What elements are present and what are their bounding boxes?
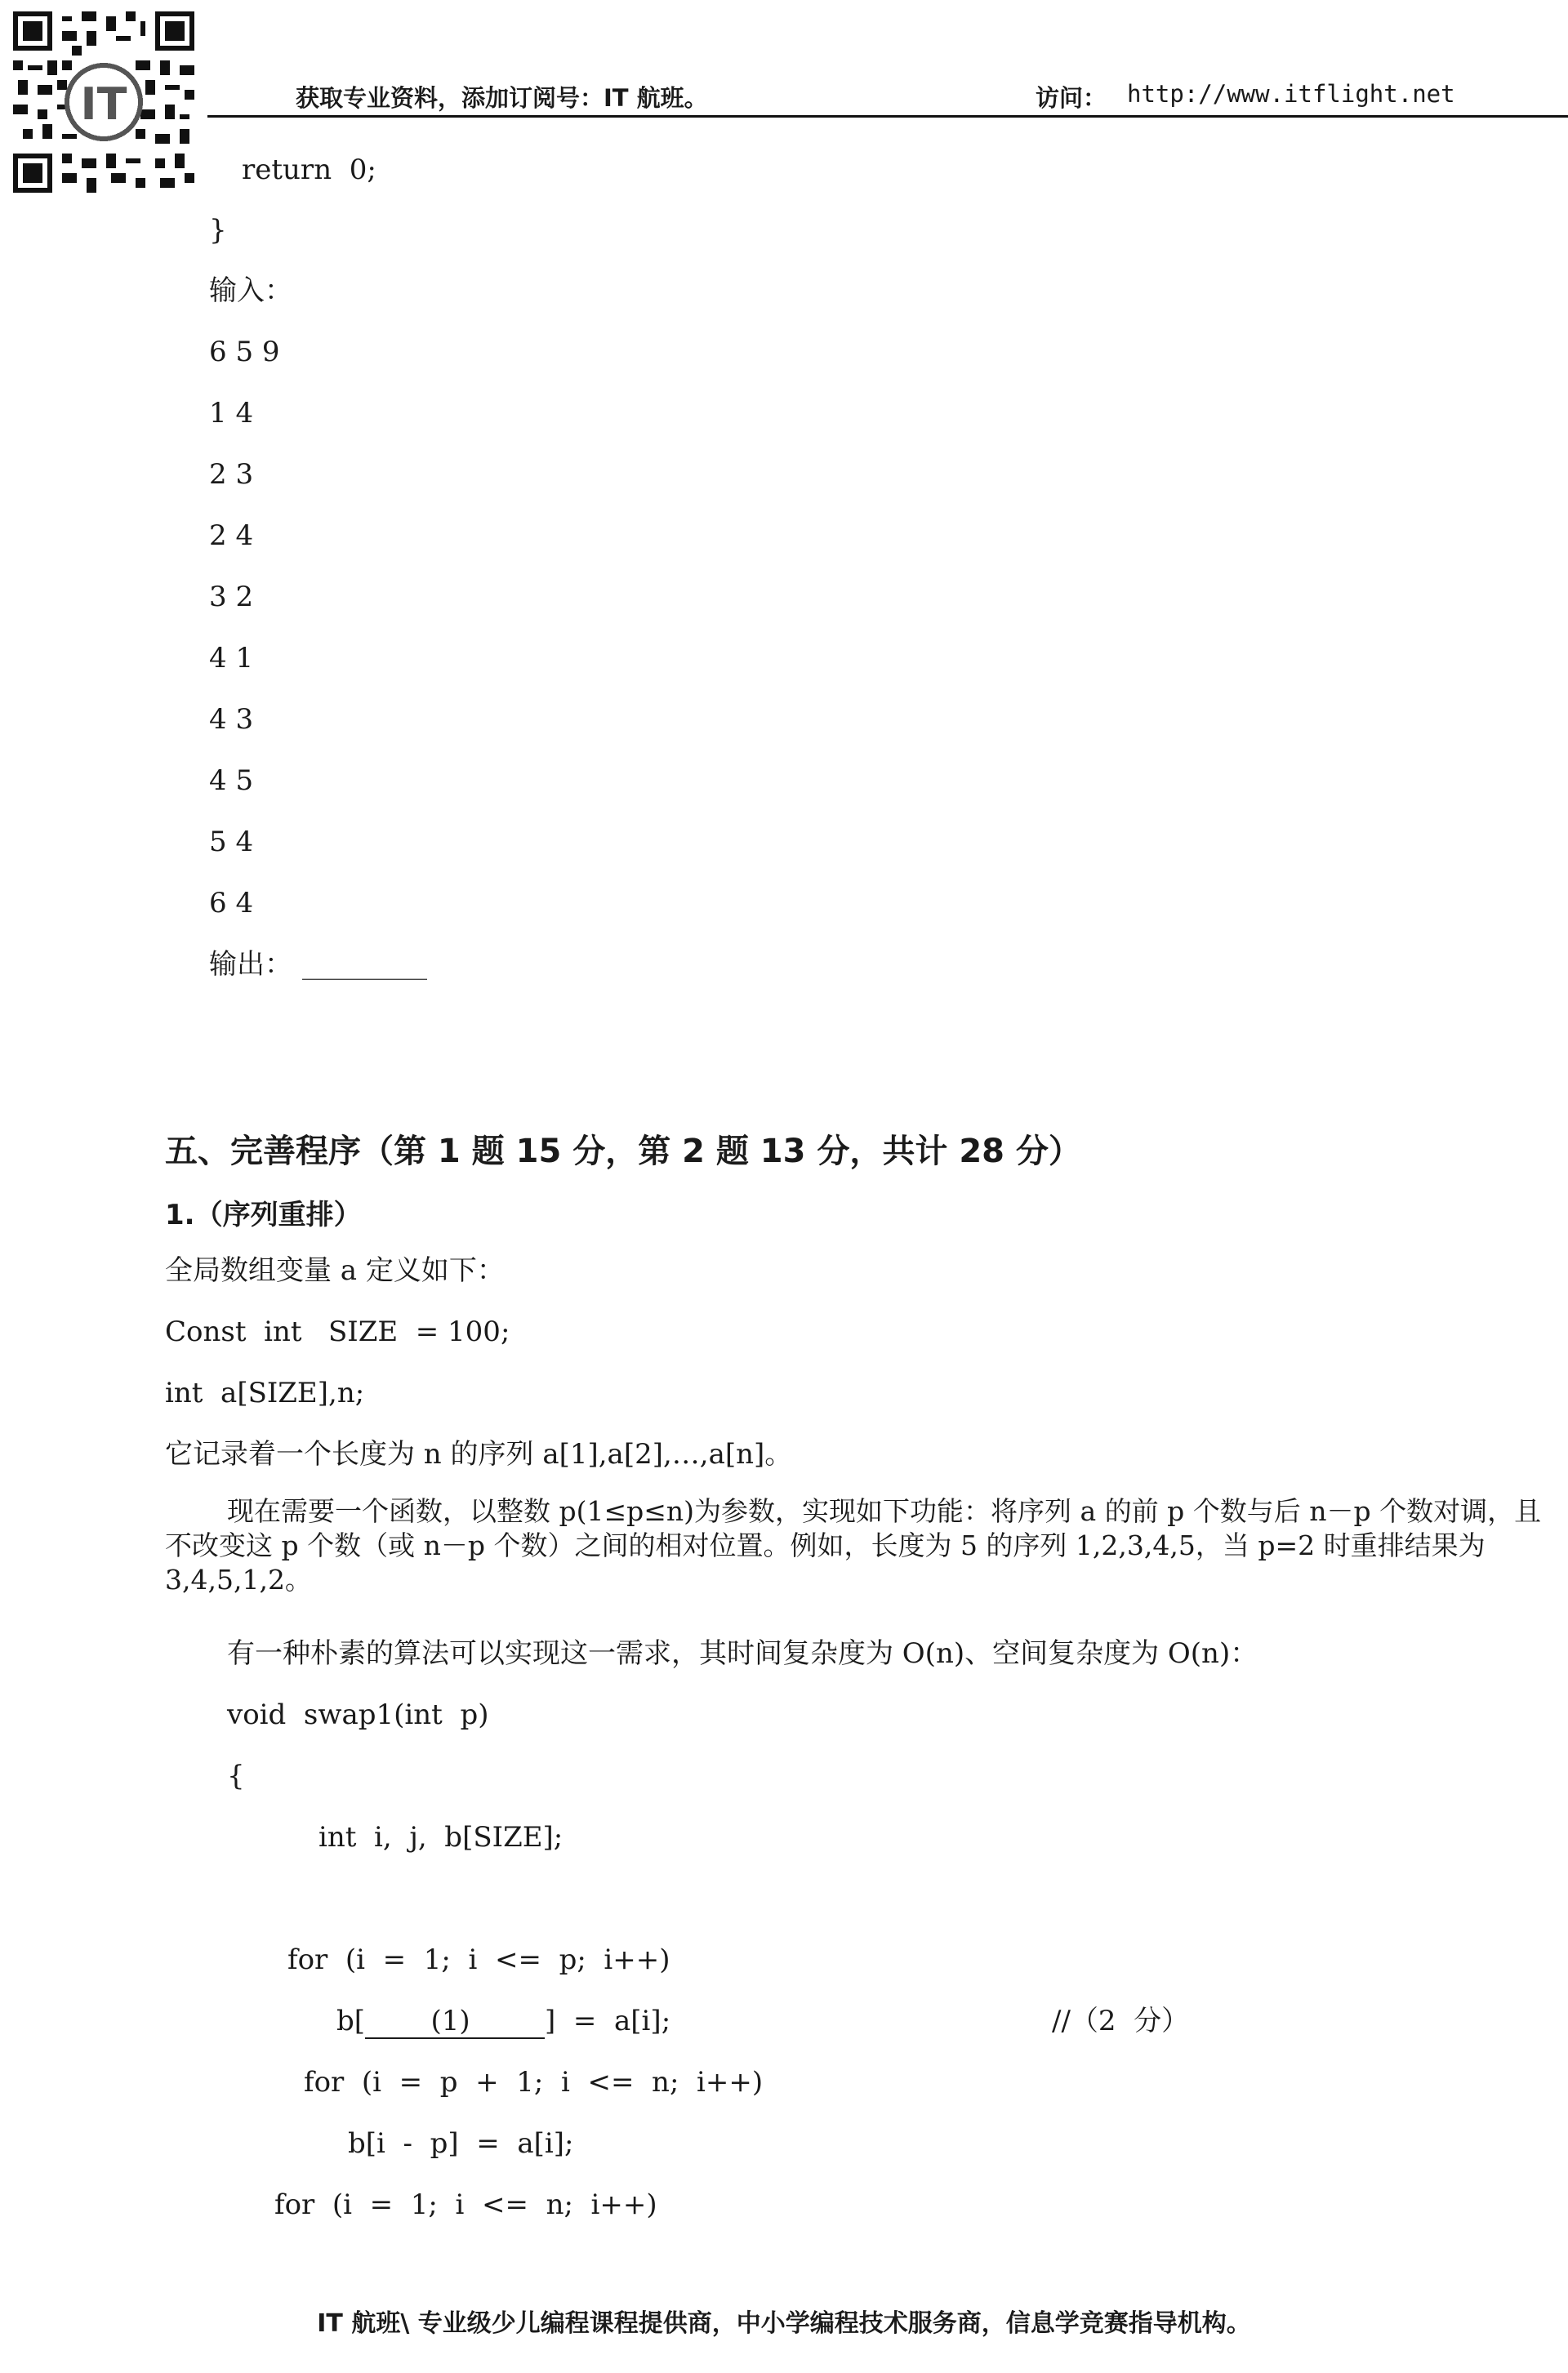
input-line: 4 1 [209,642,254,675]
code-signature: void swap1(int p) [227,1698,489,1731]
svg-text:IT: IT [80,78,127,130]
header-subscribe-text: 获取专业资料，添加订阅号：IT 航班。 [296,84,708,112]
code-for-2: for (i = p + 1; i <= n; i++) [304,2066,764,2099]
input-line: 3 2 [209,581,254,613]
code-close-brace: } [209,214,227,247]
score-note: //（2 分） [1052,2005,1190,2037]
input-line: 1 4 [209,397,254,430]
output-label: 输出： [209,948,292,981]
input-line: 4 3 [209,703,254,736]
code-decl: int i, j, b[SIZE]; [318,1821,564,1854]
input-line: 2 4 [209,519,254,552]
intro-text: 全局数组变量 a 定义如下： [165,1254,505,1287]
code-assign-2: b[i - p] = a[i]; [348,2127,574,2160]
header-divider [207,115,1568,118]
code-assign-1-post: ] = a[i]; [545,2005,671,2037]
header-visit-label: 访问： [1036,84,1107,112]
code-assign-1-pre: b[ [336,2005,366,2037]
input-line: 6 5 9 [209,336,280,368]
decl-array: int a[SIZE],n; [165,1377,365,1409]
output-answer-blank: _________ [302,948,427,981]
input-line: 6 4 [209,887,254,919]
code-for-1: for (i = 1; i <= p; i++) [287,1943,670,1976]
desc-algorithm: 有一种朴素的算法可以实现这一需求，其时间复杂度为 O(n)、空间复杂度为 O(n)： [227,1637,1258,1670]
qr-code-icon [13,11,194,193]
header-url-link[interactable]: http://www.itflight.net [1127,80,1455,108]
input-line: 5 4 [209,826,254,858]
code-assign-1 [336,2005,670,2039]
input-label: 输入： [209,274,292,307]
input-line: 2 3 [209,458,254,491]
desc-function: 现在需要一个函数，以整数 p(1≤p≤n)为参数，实现如下功能：将序列 a 的前 p 个数与后 n－p 个数对调，且不改变这 p 个数（或 n－p 个数）之间的相对位置。例如，长度为 5 的序列 1,2,3,4,5，当 p=2 时重排结果为 3,4,5,1,2。 [165,1495,1542,1596]
input-line: 4 5 [209,764,254,797]
section-title: 五、完善程序（第 1 题 15 分，第 2 题 13 分，共计 28 分） [165,1133,1081,1170]
code-return-line: return 0; [242,154,376,186]
page-footer: IT 航班\ 专业级少儿编程课程提供商，中小学编程技术服务商，信息学竞赛指导机构。 [317,2309,1251,2338]
code-open-brace: { [227,1760,245,1792]
desc-sequence: 它记录着一个长度为 n 的序列 a[1],a[2],…,a[n]。 [165,1438,793,1471]
code-for-3: for (i = 1; i <= n; i++) [274,2188,657,2221]
decl-const: Const int SIZE = 100; [165,1316,510,1348]
question-title: 1.（序列重排） [165,1199,362,1231]
answer-blank-1: (1) [365,2005,545,2039]
